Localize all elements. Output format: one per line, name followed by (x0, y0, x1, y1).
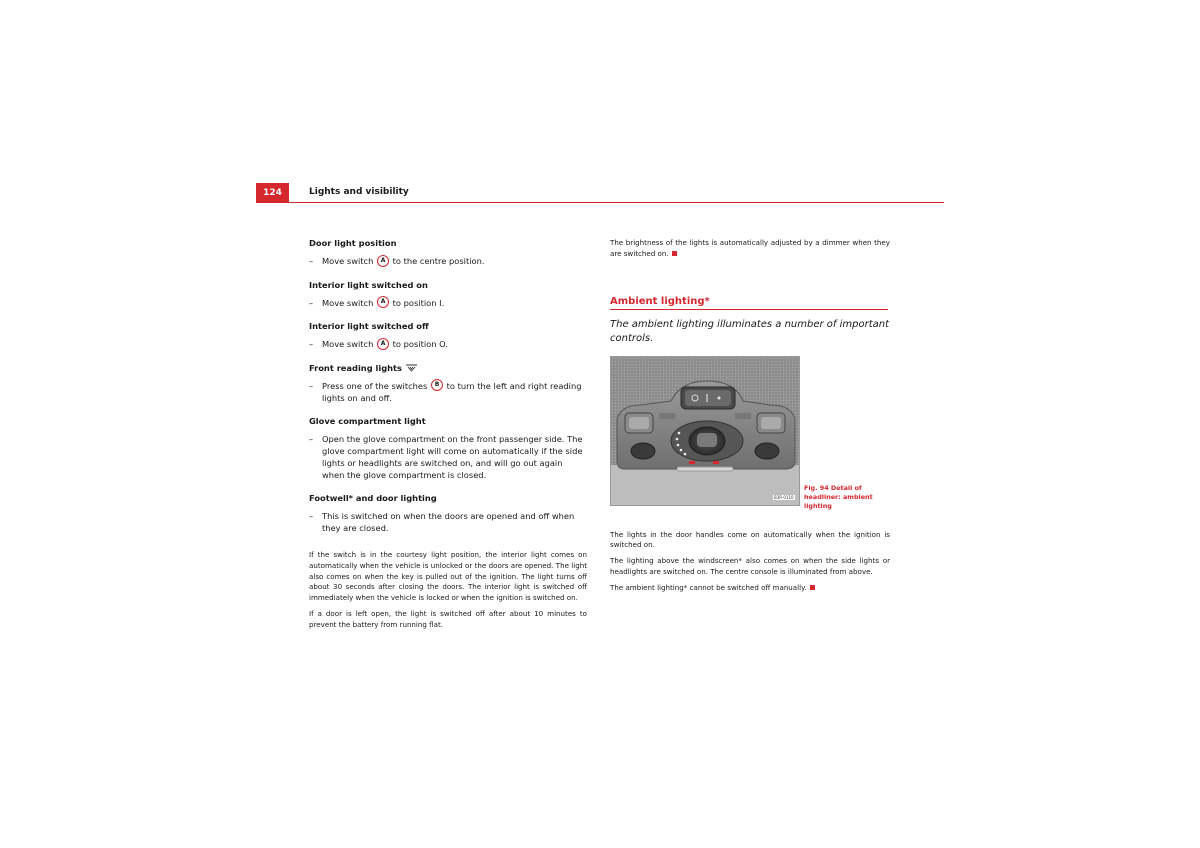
list-item: – Open the glove compartment on the front passenger side. The glove compartment light will come on automatically if the side lights or headlights are switched on, and will go out again when the glove compartment is closed. (309, 434, 583, 480)
body-paragraph: The lights in the door handles come on automatically when the ignition is switched on. (610, 529, 890, 550)
list-item: – Move switch A to position O. (309, 339, 448, 349)
body-paragraph: The lighting above the windscreen* also comes on when the side lights or headlights are switched on. The centre console is illuminated from above. (610, 556, 890, 576)
dimmer-note: The brightness of the lights is automatically adjusted by a dimmer when they are switched on. (610, 238, 890, 258)
note-paragraph: If a door is left open, the light is switched off after about 10 minutes to prevent the battery from running flat. (309, 608, 587, 629)
list-item: – Move switch A to position I. (309, 297, 445, 308)
page-header (256, 183, 944, 203)
chapter-title: Lights and visibility (309, 187, 409, 197)
body-paragraph: The ambient lighting* cannot be switched off manually. (610, 583, 890, 594)
section-heading: Door light position (309, 238, 397, 248)
switch-a-label: A (377, 338, 389, 350)
list-item: – Move switch A to the centre position. (309, 256, 485, 266)
end-of-section-marker (810, 585, 815, 590)
section-title: Ambient lighting* (610, 296, 888, 310)
switch-a-label: A (377, 255, 389, 267)
list-item: – This is switched on when the doors are opened and off when they are closed. (309, 511, 575, 533)
right-column (610, 238, 890, 599)
section-intro: The ambient lighting illuminates a number of important controls. (610, 318, 890, 344)
figure-code: B3R-0110 (774, 494, 794, 500)
headliner-photo (610, 356, 800, 506)
left-column (309, 238, 587, 636)
figure-caption: Fig. 94 Detail of headliner: ambient lighting (804, 483, 873, 510)
section-heading: Footwell* and door lighting (309, 493, 437, 503)
section-heading: Glove compartment light (309, 416, 426, 426)
switch-a-label: A (377, 296, 389, 308)
section-heading: Front reading lights (309, 363, 587, 374)
switch-b-label: B (431, 379, 443, 391)
page-number: 124 (256, 183, 289, 202)
figure (610, 356, 890, 516)
section-heading: Interior light switched off (309, 321, 429, 331)
reading-light-icon (405, 364, 418, 372)
list-item: – Press one of the switches B to turn the left and right reading lights on and off. (309, 380, 582, 403)
note-paragraph: If the switch is in the courtesy light position, the interior light comes on automatically when the vehicle is unlocked or the doors are opened. The light also comes on when the key is pulled out of the ignition. The light turns off about 30 seconds after closing the doors. The interior light is switched off immediately when the vehicle is locked or when the ignition is switched on. (309, 550, 587, 603)
headliner-illustration (611, 357, 799, 505)
section-heading: Interior light switched on (309, 279, 428, 290)
end-of-section-marker (672, 251, 677, 256)
